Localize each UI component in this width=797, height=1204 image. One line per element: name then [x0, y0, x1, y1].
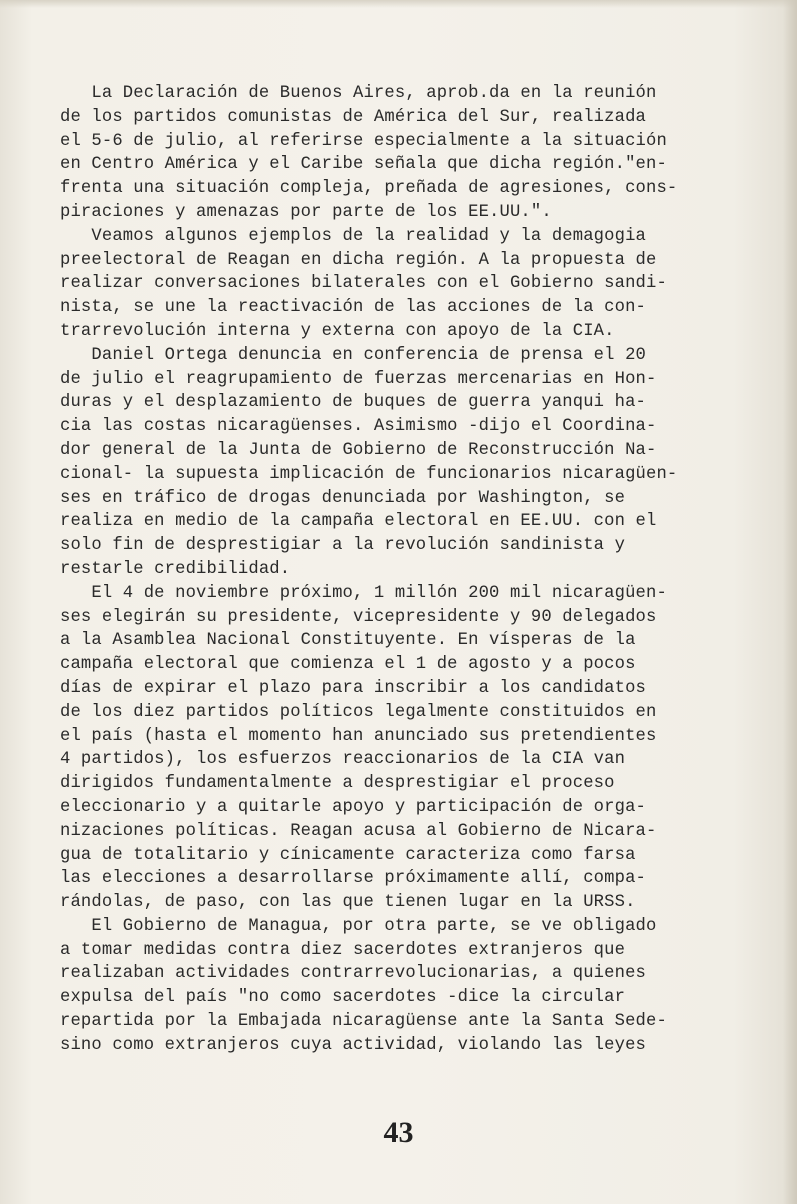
text-line: realizar conversaciones bilaterales con el Gobierno sandi-	[60, 274, 667, 294]
text-line: El Gobierno de Managua, por otra parte, se ve obligado	[60, 916, 657, 936]
text-line: de los diez partidos políticos legalmente constituidos en	[60, 702, 657, 722]
text-line: sino como extranjeros cuya actividad, violando las leyes	[60, 1035, 646, 1055]
text-line: cional- la supuesta implicación de funcionarios nicaragüen-	[60, 464, 678, 484]
text-line: La Declaración de Buenos Aires, aprob.da en la reunión	[60, 84, 657, 103]
text-line: dor general de la Junta de Gobierno de Reconstrucción Na-	[60, 440, 657, 460]
text-line: las elecciones a desarrollarse próximamente allí, compa-	[60, 869, 646, 889]
text-line: trarrevolución interna y externa con apoyo de la CIA.	[60, 321, 615, 341]
text-line: nista, se une la reactivación de las acciones de la con-	[60, 298, 646, 318]
page-right-edge	[783, 0, 797, 1204]
text-line: repartida por la Embajada nicaragüense ante la Santa Sede-	[60, 1012, 667, 1032]
text-line: 4 partidos), los esfuerzos reaccionarios de la CIA van	[60, 750, 626, 770]
text-line: nizaciones políticas. Reagan acusa al Gobierno de Nicara-	[60, 821, 657, 841]
body-text	[60, 82, 760, 1058]
text-line: preelectoral de Reagan en dicha región. A la propuesta de	[60, 250, 657, 270]
text-line: piraciones y amenazas por parte de los EE.UU.".	[60, 202, 552, 222]
text-line: cia las costas nicaragüenses. Asimismo -dijo el Coordina-	[60, 417, 657, 437]
text-line: el país (hasta el momento han anunciado sus pretendientes	[60, 726, 657, 746]
text-line: días de expirar el plazo para inscribir a los candidatos	[60, 678, 646, 698]
text-line: restarle credibilidad.	[60, 559, 291, 579]
text-line: El 4 de noviembre próximo, 1 millón 200 mil nicaragüen-	[60, 583, 667, 603]
text-line: de los partidos comunistas de América del Sur, realizada	[60, 107, 646, 127]
text-line: gua de totalitario y cínicamente caracteriza como farsa	[60, 845, 636, 865]
text-line: a tomar medidas contra diez sacerdotes extranjeros que	[60, 940, 626, 960]
text-line: en Centro América y el Caribe señala que dicha región."en-	[60, 155, 667, 175]
text-line: dirigidos fundamentalmente a desprestigiar el proceso	[60, 774, 615, 794]
text-line: el 5-6 de julio, al referirse especialmente a la situación	[60, 131, 667, 151]
text-line: a la Asamblea Nacional Constituyente. En vísperas de la	[60, 631, 636, 651]
text-line: solo fin de desprestigiar a la revolución sandinista y	[60, 536, 626, 556]
text-line: duras y el desplazamiento de buques de guerra yanqui ha-	[60, 393, 646, 413]
text-line: ses elegirán su presidente, vicepresidente y 90 delegados	[60, 607, 657, 627]
text-line: realiza en medio de la campaña electoral en EE.UU. con el	[60, 512, 657, 532]
page-number: 43	[383, 1116, 414, 1149]
text-line: realizaban actividades contrarrevolucionarias, a quienes	[60, 964, 646, 984]
text-line: expulsa del país "no como sacerdotes -dice la circular	[60, 988, 626, 1008]
text-line: eleccionario y a quitarle apoyo y participación de orga-	[60, 797, 646, 817]
text-line: Daniel Ortega denuncia en conferencia de prensa el 20	[60, 345, 646, 365]
page-top-edge	[0, 0, 797, 8]
text-line: campaña electoral que comienza el 1 de agosto y a pocos	[60, 655, 636, 675]
text-line: rándolas, de paso, con las que tienen lugar en la URSS.	[60, 893, 636, 913]
text-line: de julio el reagrupamiento de fuerzas mercenarias en Hon-	[60, 369, 657, 389]
text-line: frenta una situación compleja, preñada de agresiones, cons-	[60, 179, 678, 199]
text-line: ses en tráfico de drogas denunciada por Washington, se	[60, 488, 626, 508]
text-line: Veamos algunos ejemplos de la realidad y la demagogia	[60, 226, 646, 246]
